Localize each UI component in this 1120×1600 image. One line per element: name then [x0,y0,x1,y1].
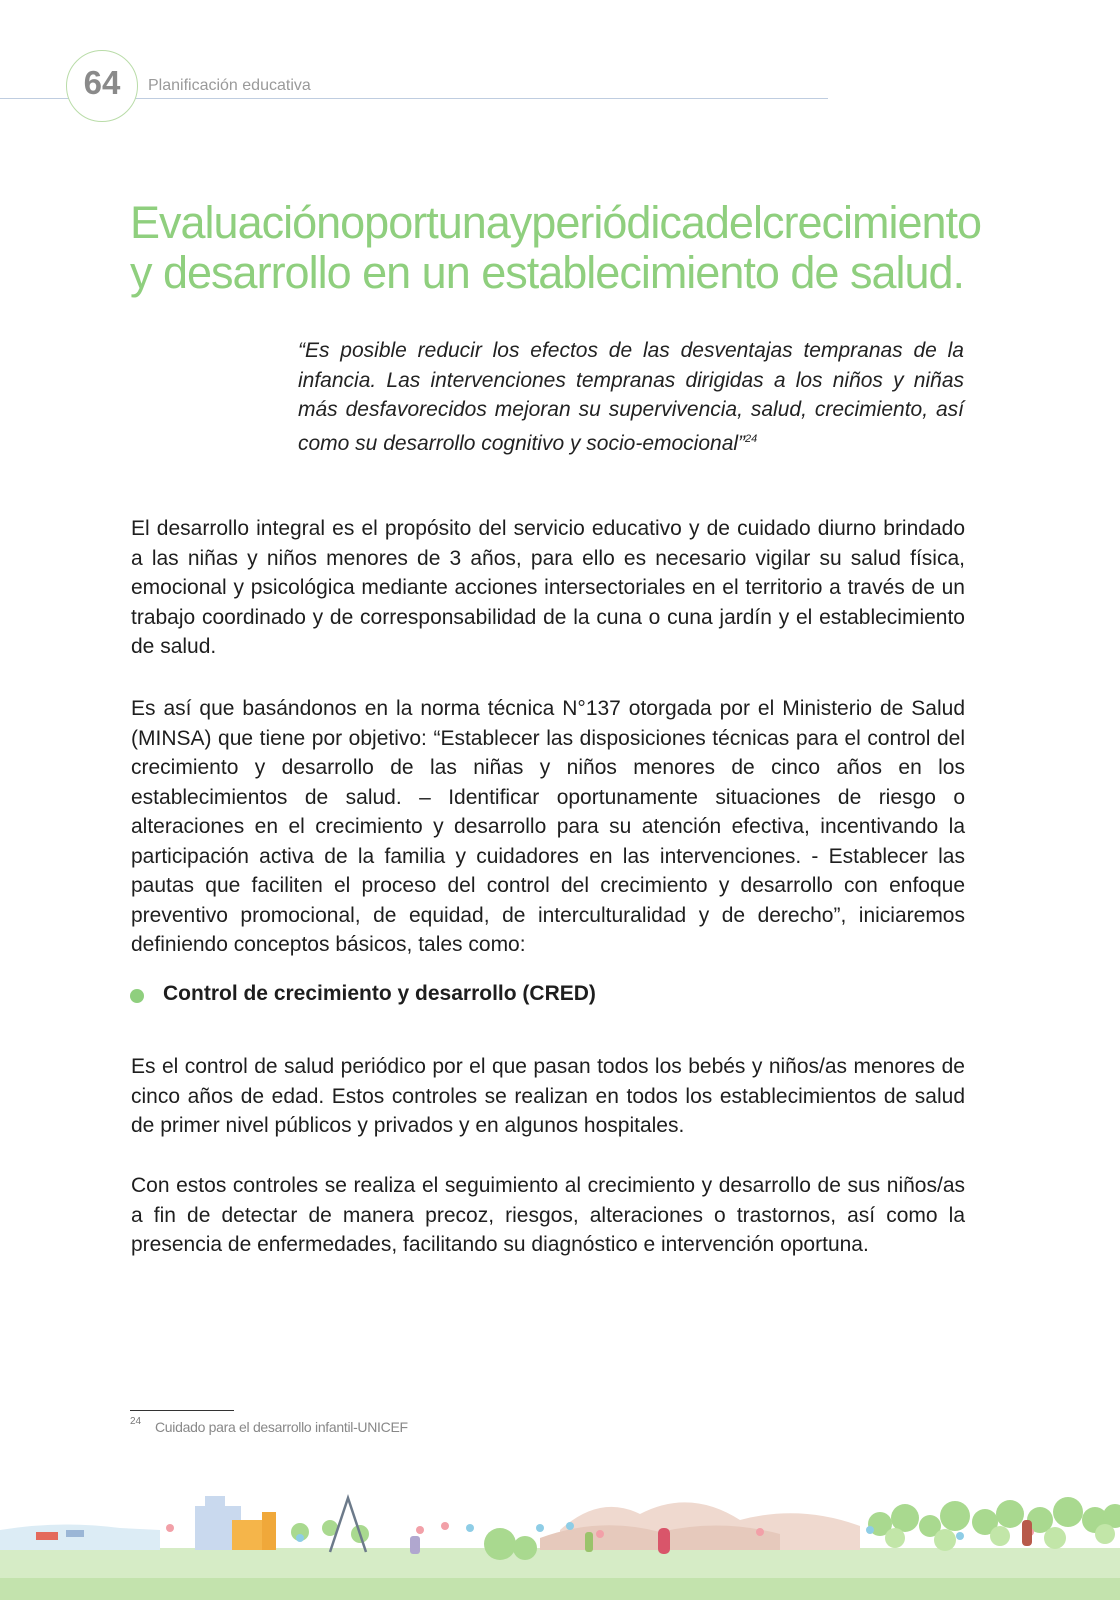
epigraph-quote [298,336,964,458]
paragraph-1: El desarrollo integral es el propósito del servicio educativo y de cuidado diurno brindado a las niñas y niños menores de 3 años, para ello es necesario vigilar su salud física, emocional y psicológica mediante acciones intersectoriales en el territorio a través de un trabajo coordinado y de corresponsabilidad de la cuna o cuna jardín y el establecimiento de salud. [131,517,965,658]
paragraph-2: Es así que basándonos en la norma técnica N°137 otorgada por el Ministerio de Salud (MINSA) que tiene por objetivo: “Establecer las disposiciones técnicas para el control del crecimiento y desarrollo de las niñas y niños menores de cinco años en los establecimientos de salud. – Identificar oportunamente situaciones de riesgo o alteraciones en el crecimiento y desarrollo para su atención efectiva, incentivando la participación activa de la familia y cuidadores en las intervenciones. - Establecer las pautas que faciliten el proceso del control del crecimiento y desarrollo con enfoque preventivo promocional, de equidad, de interculturalidad y de derecho”, iniciaremos definiendo conceptos básicos, tales como: [131,697,965,956]
bullet-dot [130,989,144,1003]
section-title-line2: y desarrollo en un establecimiento de salud. [130,247,965,298]
footnote-rule [130,1410,234,1411]
footnote-text: Cuidado para el desarrollo infantil-UNICEF [155,1419,408,1435]
paragraph-4: Con estos controles se realiza el seguimiento al crecimiento y desarrollo de sus niños/as a fin de detectar de manera precoz, riesgos, alteraciones o trastornos, así como la presencia de enfermedades, facilitando su diagnóstico e intervención oportuna. [131,1174,965,1256]
footnote-number: 24 [130,1416,142,1427]
quote-text: “Es posible reducir los efectos de las desventajas tempranas de la infancia. Las intervenciones tempranas dirigidas a los niños y niñas más desfavorecidos mejoran su supervivencia, salud, crecimiento, así como su desarrollo cognitivo y socio-emocional” [298,339,964,455]
section-title-line1: Evaluaciónoportunayperiódicadelcrecimiento [130,197,982,248]
section-title [130,197,982,298]
footer-illustration [0,1468,1120,1600]
bullet-heading: Control de crecimiento y desarrollo (CRED) [163,982,596,1005]
paragraph-3: Es el control de salud periódico por el que pasan todos los bebés y niños/as menores de cinco años de edad. Estos controles se realizan en todos los establecimientos de salud de primer nivel públicos y privados y en algunos hospitales. [131,1055,965,1137]
quote-footnote-ref: 24 [745,432,758,445]
running-header: Planificación educativa [148,77,311,94]
page-number: 64 [83,64,121,101]
